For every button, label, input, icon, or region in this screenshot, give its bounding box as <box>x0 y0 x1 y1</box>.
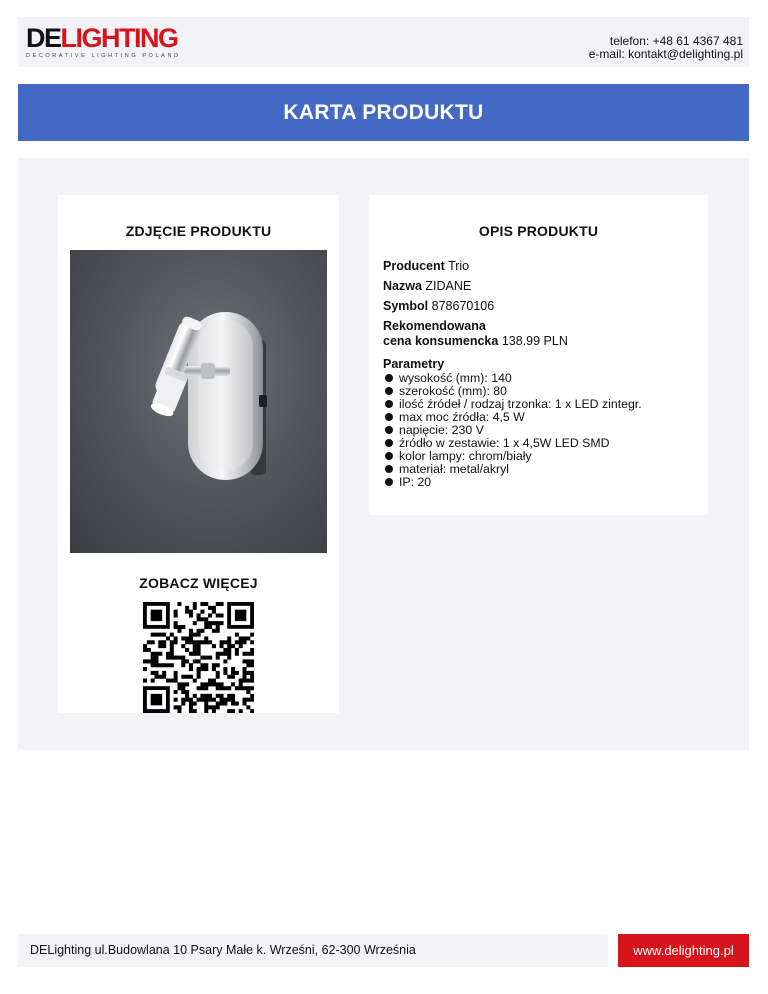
parameter-item: materiał: metal/akryl <box>383 463 698 476</box>
qr-code-graphic <box>143 602 254 713</box>
photo-card-title: ZDJĘCIE PRODUKTU <box>125 223 272 239</box>
phone-text: telefon: +48 61 4367 481 <box>609 34 743 48</box>
parameters-title: Parametry <box>383 357 445 371</box>
bullet-icon <box>385 413 393 421</box>
photo-card <box>58 195 339 713</box>
bullet-icon <box>385 426 393 434</box>
website-link[interactable]: www.delighting.pl <box>618 934 749 967</box>
footer-address: DELighting ul.Budowlana 10 Psary Małe k. Wrześni, 62-300 Września <box>18 934 608 967</box>
product-sheet <box>18 158 749 750</box>
qr-code[interactable] <box>143 602 254 713</box>
see-more-title: ZOBACZ WIĘCEJ <box>139 575 258 591</box>
parameter-item: wysokość (mm): 140 <box>383 372 698 385</box>
parameter-item: źródło w zestawie: 1 x 4,5W LED SMD <box>383 437 698 450</box>
bullet-icon <box>385 387 393 395</box>
price-row: Rekomendowana cena konsumencka 138.99 PLN <box>383 319 568 348</box>
page-header <box>18 17 749 67</box>
description-card <box>369 195 708 515</box>
contact-info <box>589 35 743 61</box>
bullet-icon <box>385 374 393 382</box>
parameter-item: max moc źródła: 4,5 W <box>383 411 698 424</box>
description-title: OPIS PRODUKTU <box>478 223 599 239</box>
producer-row: Producent Trio <box>383 259 470 273</box>
logo-tagline: DECORATIVE LIGHTING POLAND <box>26 53 181 59</box>
bullet-icon <box>385 452 393 460</box>
parameter-item: ilość źródeł / rodzaj trzonka: 1 x LED zintegr. <box>383 398 698 411</box>
parameter-item: napięcie: 230 V <box>383 424 698 437</box>
symbol-row: Symbol 878670106 <box>383 299 495 313</box>
product-photo <box>70 250 327 553</box>
parameter-item: IP: 20 <box>383 476 698 489</box>
bullet-icon <box>385 478 393 486</box>
parameter-item: kolor lampy: chrom/biały <box>383 450 698 463</box>
bullet-icon <box>385 465 393 473</box>
parameters-list <box>383 372 698 489</box>
bullet-icon <box>385 439 393 447</box>
delighting-logo: DELIGHTING DECORATIVE LIGHTING POLAND <box>26 23 181 59</box>
bullet-icon <box>385 400 393 408</box>
email-link[interactable]: e-mail: kontakt@delighting.pl <box>588 47 743 61</box>
page-title-banner: KARTA PRODUKTU <box>18 84 749 141</box>
parameter-item: szerokość (mm): 80 <box>383 385 698 398</box>
name-row: Nazwa ZIDANE <box>383 279 472 293</box>
description-body <box>383 259 698 489</box>
